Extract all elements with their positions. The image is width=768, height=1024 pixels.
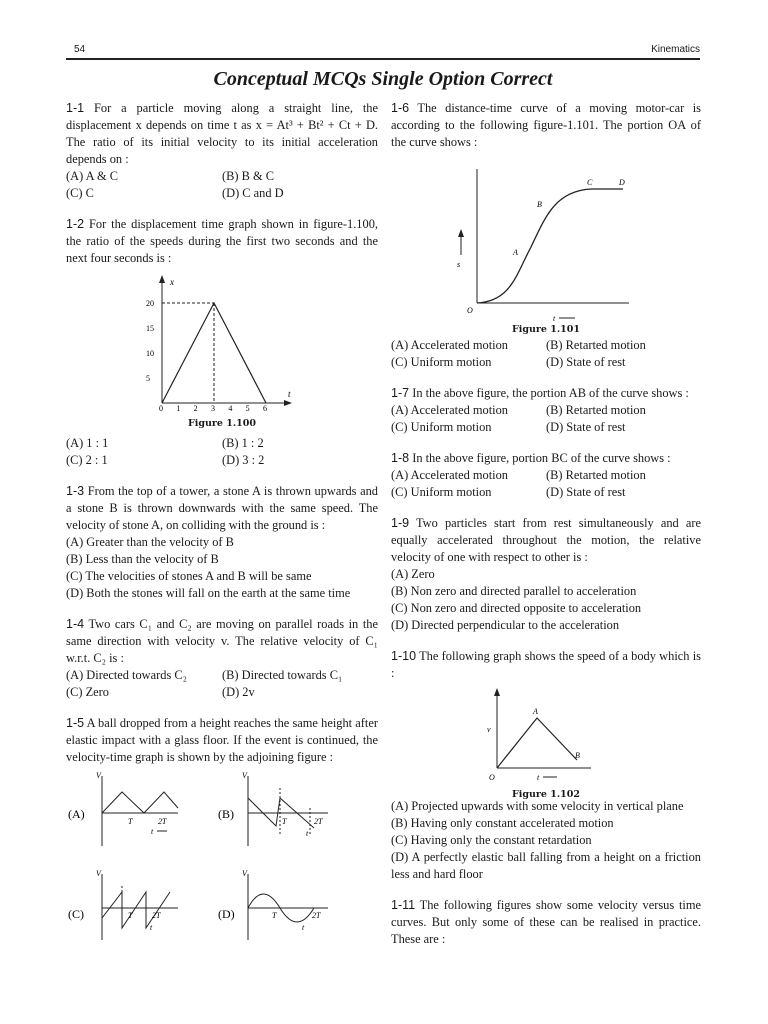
point-d: D [619, 178, 625, 187]
y-tick-label: 10 [146, 349, 154, 358]
question-text: In the above figure, portion BC of the curve shows : [412, 451, 671, 465]
question-1-8 [391, 450, 701, 501]
question-text: For the displacement time graph shown in figure-1.100, the ratio of the speeds during the first two seconds and the next four seconds is : [66, 217, 378, 265]
y-axis-arrow [159, 275, 165, 283]
d-t1: T [272, 911, 277, 920]
page-title: Conceptual MCQs Single Option Correct [213, 68, 553, 90]
curve [477, 189, 623, 303]
left-column [66, 100, 378, 958]
question-text: In the above figure, the portion AB of the curve shows : [412, 386, 689, 400]
x-axis-label: t [288, 389, 291, 399]
question-text: Two particles start from rest simultaneously and are equally accelerated throughout the motion, the relative velocity of one with respect to other is : [391, 516, 701, 564]
header-rule [66, 58, 700, 60]
s-arrowhead [458, 229, 464, 237]
question-1-1 [66, 100, 378, 202]
question-number: 1-11 [391, 898, 416, 912]
figure-1-102 [391, 682, 701, 798]
option-d: (D) Directed perpendicular to the acceleration [391, 618, 620, 632]
question-1-10 [391, 648, 701, 883]
option-c-label: (C) [68, 907, 84, 921]
question-number: 1-10 [391, 649, 417, 663]
point-c: C [587, 178, 593, 187]
d-tlabel: t [302, 923, 305, 932]
option-b: (B) Having only constant accelerated motion [391, 816, 614, 830]
option-c: (C) 2 : 1 [66, 453, 108, 467]
x-tick-label: 6 [263, 404, 267, 413]
option-b: (B) Directed towards C₁ [222, 668, 343, 682]
question-number: 1-3 [66, 484, 85, 498]
question-text: Two cars C₁ and C₂ are moving on parallel roads in the same direction with velocity v. The relative velocity of C₁ w.r.t. C₂ is : [66, 617, 378, 665]
y-tick-label: 15 [146, 324, 154, 333]
figure-caption: Figure 1.101 [511, 324, 580, 335]
question-text: A ball dropped from a height reaches the same height after elastic impact with a glass floor. If the event is continued, the velocity-time graph is shown by the adjoining figure : [66, 716, 378, 764]
option-c: (C) The velocities of stones A and B will be same [66, 569, 312, 583]
option-a: (A) 1 : 1 [66, 436, 109, 450]
option-d: (D) State of rest [546, 355, 626, 369]
s-label: s [457, 260, 461, 269]
question-text: The distance-time curve of a moving motor-car is according to the following figure-1.101. The portion OA of the curve shows : [391, 101, 702, 149]
question-text: The following graph shows the speed of a body which is : [391, 649, 701, 680]
question-1-9 [391, 515, 701, 634]
a-t2: 2T [158, 817, 167, 826]
point-o: O [467, 306, 473, 315]
x-tick-label: 4 [228, 404, 233, 413]
question-number: 1-9 [391, 516, 410, 530]
point-a: A [533, 707, 538, 716]
d-t2: 2T [312, 911, 321, 920]
option-a: (A) Directed towards C₂ [66, 668, 187, 682]
option-b: (B) Non zero and directed parallel to acceleration [391, 584, 637, 598]
option-d: (D) 2v [222, 685, 255, 699]
question-1-11 [391, 897, 701, 948]
y-tick-label: 5 [146, 374, 150, 383]
y-axis-label: x [170, 277, 174, 287]
option-b: (B) 1 : 2 [222, 436, 264, 450]
question-number: 1-2 [66, 217, 85, 231]
x-tick-label: 2 [193, 404, 198, 413]
c-t2: 2T [152, 911, 161, 920]
point-a: A [513, 248, 518, 257]
question-1-6 [391, 100, 701, 371]
question-number: 1-6 [391, 101, 410, 115]
point-o: O [489, 773, 495, 782]
option-c: (C) Zero [66, 685, 110, 699]
question-1-2 [66, 216, 378, 469]
t-label: t [553, 314, 556, 323]
option-b: (B) Retarted motion [546, 338, 646, 352]
v-label: V [96, 771, 101, 780]
option-b: (B) Less than the velocity of B [66, 552, 219, 566]
option-c: (C) Having only the constant retardation [391, 833, 592, 847]
figure-1-100 [66, 267, 378, 429]
option-a-label: (A) [68, 807, 85, 821]
option-a: (A) Greater than the velocity of B [66, 535, 234, 549]
question-text: For a particle moving along a straight line, the displacement x depends on time t as x = At³ + Bt² + Ct + D. The ratio of its initial velocity to its initial acceleration depends on : [66, 101, 378, 166]
b-t1: T [282, 817, 287, 826]
x-tick-label: 1 [176, 404, 181, 413]
right-column [391, 100, 701, 948]
option-c: (C) C [66, 186, 94, 200]
figure-1-101 [391, 151, 701, 335]
question-1-4 [66, 616, 378, 701]
option-c: (C) Uniform motion [391, 355, 492, 369]
question-1-7 [391, 385, 701, 436]
x-tick-label: 5 [245, 404, 250, 413]
v-label: V [96, 869, 101, 878]
question-number: 1-1 [66, 101, 85, 115]
point-b: B [575, 751, 580, 760]
option-d: (D) State of rest [546, 420, 626, 434]
v-label: V [242, 771, 247, 780]
c-tlabel: t [150, 923, 153, 932]
a-tlabel: t [151, 827, 154, 836]
c-t1: T [128, 911, 133, 920]
option-d: (D) State of rest [546, 485, 626, 499]
speed-line [497, 718, 577, 768]
point-b: B [537, 200, 542, 209]
option-d: (D) Both the stones will fall on the earth at the same time [66, 586, 351, 600]
y-tick-label: 20 [146, 299, 154, 308]
chapter-name: Kinematics [651, 44, 700, 55]
v-arrowhead [494, 688, 500, 696]
option-d: (D) C and D [222, 186, 284, 200]
question-text: From the top of a tower, a stone A is thrown upwards and a stone B is thrown downwards with the same speed. The velocity of stone A, on colliding with the ground is : [66, 484, 378, 532]
option-c: (C) Uniform motion [391, 420, 492, 434]
option-b: (B) Retarted motion [546, 403, 646, 417]
option-a: (A) Projected upwards with some velocity in vertical plane [391, 799, 684, 813]
option-a: (A) A & C [66, 169, 118, 183]
b-tlabel: t [306, 829, 309, 838]
fig100-chart [66, 273, 378, 413]
v-label: v [487, 725, 491, 734]
option-a: (A) Zero [391, 567, 435, 581]
b-t2: 2T [314, 817, 323, 826]
a-curve [102, 792, 178, 813]
option-a: (A) Accelerated motion [391, 468, 508, 482]
fig102-chart [391, 684, 701, 784]
option-b: (B) B & C [222, 169, 274, 183]
option-d: (D) 3 : 2 [222, 453, 265, 467]
question-1-3 [66, 483, 378, 602]
c-curve [102, 892, 170, 928]
option-d-label: (D) [218, 907, 235, 921]
question-number: 1-7 [391, 386, 410, 400]
option-a: (A) Accelerated motion [391, 338, 508, 352]
x-tick-label: 0 [159, 404, 163, 413]
x-tick-label: 3 [211, 404, 215, 413]
fig101-chart [391, 155, 701, 323]
option-c: (C) Non zero and directed opposite to acceleration [391, 601, 642, 615]
question-text: The following figures show some velocity versus time curves. But only some of these can be realised in practice. These are : [391, 898, 702, 946]
page-number: 54 [74, 44, 86, 55]
option-b-label: (B) [218, 807, 234, 821]
a-t1: T [128, 817, 133, 826]
question-1-5 [66, 715, 378, 958]
option-b: (B) Retarted motion [546, 468, 646, 482]
fig-1-5-options [66, 768, 378, 958]
question-number: 1-4 [66, 617, 85, 631]
option-d: (D) A perfectly elastic ball falling from a height on a friction less and hard floor [391, 850, 701, 881]
figure-caption: Figure 1.102 [511, 789, 580, 800]
v-label: V [242, 869, 247, 878]
figure-caption: Figure 1.100 [187, 418, 256, 429]
x-axis-arrow [284, 400, 292, 406]
option-a: (A) Accelerated motion [391, 403, 508, 417]
option-c: (C) Uniform motion [391, 485, 492, 499]
question-number: 1-5 [66, 716, 85, 730]
t-label: t [537, 773, 540, 782]
question-number: 1-8 [391, 451, 410, 465]
